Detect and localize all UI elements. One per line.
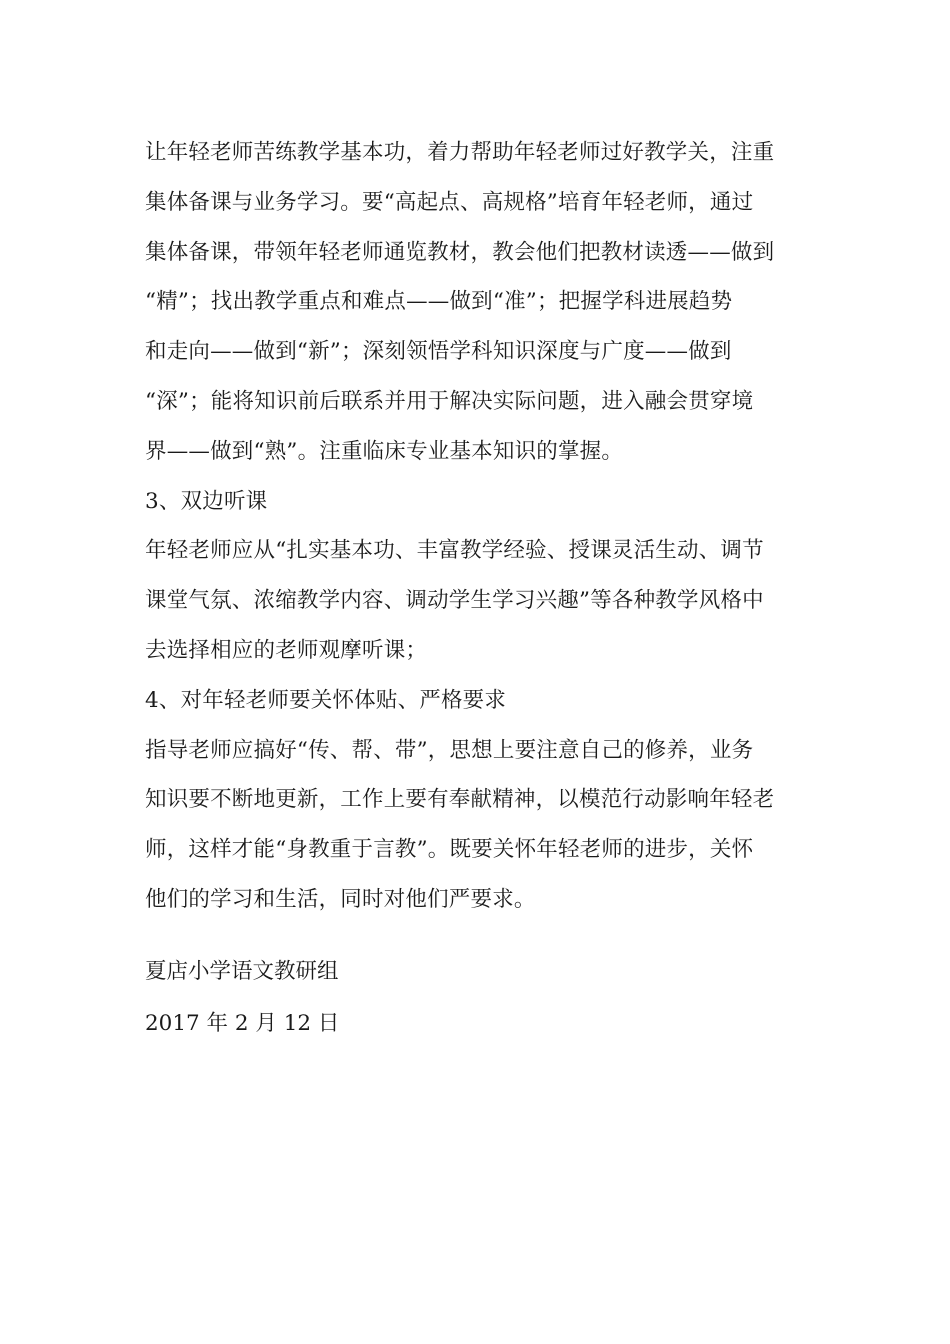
document-body	[145, 128, 805, 925]
heading-care-and-requirements: 4、对年轻老师要关怀体贴、严格要求	[145, 687, 507, 713]
signature-organization: 夏店小学语文教研组	[145, 959, 339, 984]
signature-block	[145, 946, 339, 1050]
signature-date: 2017 年 2 月 12 日	[145, 1011, 340, 1036]
paragraph-mentor: 指导老师应搞好“传、帮、带”，思想上要注意自己的修养，业务 知识要不断地更新，工作上要有奉献精神，以模范行动影响年轻老 师，这样才能“身教重于言教”。既要关怀年轻老师的进步，关怀 他们的学习和生活，同时对他们严要求。	[145, 737, 775, 912]
paragraph-training: 让年轻老师苦练教学基本功，着力帮助年轻老师过好教学关，注重 集体备课与业务学习。要“高起点、高规格”培育年轻老师，通过 集体备课，带领年轻老师通览教材，教会他们把教材读透——做到 “精”；找出教学重点和难点——做到“准”；把握学科进展趋势 和走向——做到“新”；深刻领悟学科知识深度与广度——做到 “深”；能将知识前后联系并用于解决实际问题，进入融会贯穿境 界——做到“熟”。注重临床专业基本知识的掌握。	[145, 140, 775, 464]
heading-mutual-observation: 3、双边听课	[145, 488, 268, 514]
paragraph-observation: 年轻老师应从“扎实基本功、丰富教学经验、授课灵活生动、调节 课堂气氛、浓缩教学内容、调动学生学习兴趣”等各种教学风格中 去选择相应的老师观摩听课；	[145, 538, 764, 663]
